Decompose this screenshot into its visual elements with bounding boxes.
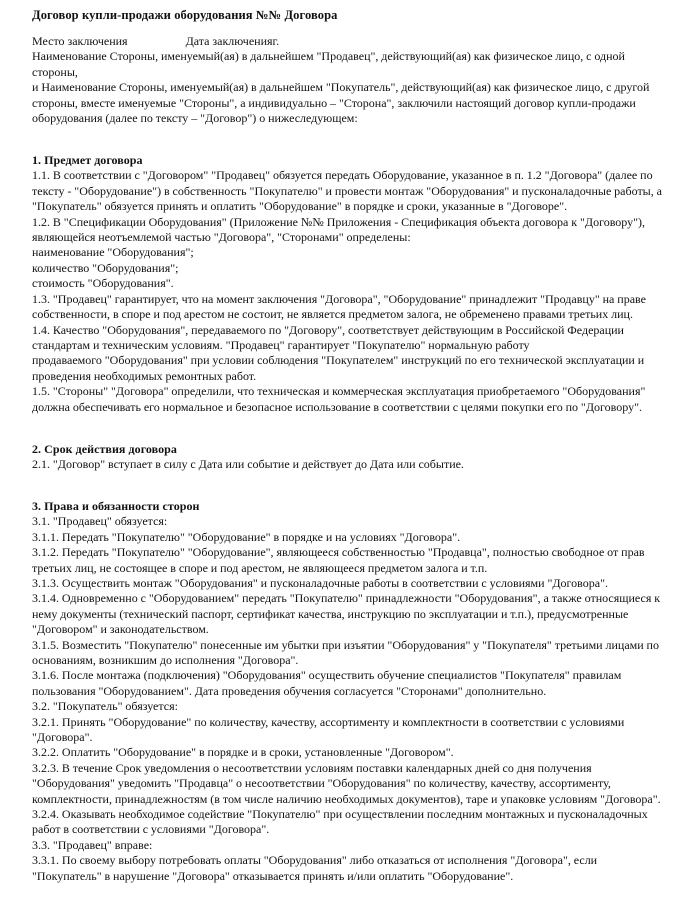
clause-1-2: 1.2. В "Спецификации Оборудования" (Приложение №№ Приложения - Спецификация объекта договора к "Договору"), являющейся неотъемлемой частью "Договора", "Сторонами" определены: [32,214,646,245]
list-item: количество "Оборудования"; [32,260,179,275]
clause-3-3-1: 3.3.1. По своему выбору потребовать оплаты "Оборудования" либо отказаться от исполнения "Договора", если "Покупатель" в нарушение "Договора" отказывается принять и/или оплатить "Оборудование". [32,853,598,883]
clause-3-2: 3.2. "Покупатель" обязуется: [32,699,178,714]
clause-3-1-1: 3.1.1. Передать "Покупателю" "Оборудование" в порядке и на условиях "Договора". [32,529,461,544]
clause-3-1-6: 3.1.6. После монтажа (подключения) "Оборудования" осуществить обучение специалистов "Покупателя" правилам пользования "Оборудованием". Дата проведения обучения согласуется "Сторонами" дополнительно. [32,668,622,698]
clause-3-3: 3.3. "Продавец" вправе: [32,837,153,852]
clause-3-2-3: 3.2.3. В течение Срок уведомления о несоответствии условиям поставки календарных дней со дня получения "Оборудования" уведомить "Продавца" о несоответствии "Оборудования" по количеству, качеству, ассортименту, комплектности, принадлежностям (в том числе наличию необходимых документов), таре и упаковке условиям "Договора". [32,760,661,806]
clause-1-1: 1.1. В соответствии с "Договором" "Продавец" обязуется передать Оборудование, указанное в п. 1.2 "Договора" (далее по тексту - "Оборудование") в собственность "Покупателю" и провести монтаж "Оборудования" и пусконаладочные работы, а "Покупатель" обязуется принять и оплатить "Оборудование" в порядке и сроки, указанные в "Договоре". [32,168,662,214]
clause-3-1-2: 3.1.2. Передать "Покупателю" "Оборудование", являющееся собственностью "Продавца", полностью свободное от прав третьих лиц, не состоящее в споре и под арестом, не являющееся предметом залога и т.п. [32,545,645,575]
clause-3-1-4: 3.1.4. Одновременно с "Оборудованием" передать "Покупателю" принадлежности "Оборудования", а также относящиеся к нему документы (технический паспорт, сертификат качества, инструкцию по эксплуатации и т.п.), предусмотренные "Договором" и законодательством. [32,591,661,637]
clause-3-2-2: 3.2.2. Оплатить "Оборудование" в порядке и в сроки, установленные "Договором". [32,745,454,760]
preamble-line: стороны, вместе именуемые "Стороны", а индивидуально – "Сторона", заключили настоящий договор купли-продажи [32,95,636,110]
place-of-conclusion-label: Место заключения [32,34,128,48]
list-item: наименование "Оборудования"; [32,245,194,260]
clause-3-1-5: 3.1.5. Возместить "Покупателю" понесенные им убытки при изъятии "Оборудования" у "Покупателя" третьими лицами по основаниям, возникшим до исполнения "Договора". [32,637,659,667]
clause-3-2-4: 3.2.4. Оказывать необходимое содействие "Покупателю" при осуществлении последним монтажных и пусконаладочных работ в соответствии с условиями "Договора". [32,807,648,837]
preamble-line: оборудования (далее по тексту – "Договор") о нижеследующем: [32,111,358,126]
section-heading-subject: 1. Предмет договора [32,153,143,168]
preamble-line: и Наименование Стороны, именуемый(ая) в дальнейшем "Покупатель", действующий(ая) как физическое лицо, с другой [32,80,650,95]
preamble-line: Наименование Стороны, именуемый(ая) в дальнейшем "Продавец", действующий(ая) как физическое лицо, с одной стороны, [32,49,625,79]
clause-3-1: 3.1. "Продавец" обязуется: [32,514,168,529]
section-heading-term: 2. Срок действия договора [32,441,177,456]
page-title: Договор купли-продажи оборудования №№ Договора [32,8,338,22]
date-of-conclusion-label: Дата заключенияг. [185,34,280,48]
preamble-place-date-line [32,34,668,49]
clause-3-1-3: 3.1.3. Осуществить монтаж "Оборудования" и пусконаладочные работы в соответствии с условиями "Договора". [32,575,608,590]
clause-1-3: 1.3. "Продавец" гарантирует, что на момент заключения "Договора", "Оборудование" принадлежит "Продавцу" на праве собственности, в споре и под арестом не состоит, не является предметом залога, не обременено правами третьих лиц. [32,291,646,322]
clause-3-2-1: 3.2.1. Принять "Оборудование" по количеству, качеству, ассортименту и комплектности в соответствии с условиями "Договора". [32,714,625,745]
clause-1-4: 1.4. Качество "Оборудования", передаваемого по "Договору", соответствует действующим в Российской Федерации стандартам и техническим условиям. "Продавец" гарантирует "Покупателю" нормальную работу [32,322,624,352]
list-item: стоимость "Оборудования". [32,276,174,291]
clause-1-4-continued: продаваемого "Оборудования" при условии соблюдения "Покупателем" инструкций по его технической эксплуатации и проведения необходимых ремонтных работ. [32,353,645,383]
preamble-block [32,34,668,126]
section-heading-rights-duties: 3. Права и обязанности сторон [32,499,200,514]
clause-1-5: 1.5. "Стороны" "Договора" определили, что техническая и коммерческая эксплуатация приобретаемого "Оборудования" должна обеспечивать его нормальное и безопасное использование в соответствии с целями покупки его по "Договору". [32,384,646,414]
clause-2-1: 2.1. "Договор" вступает в силу с Дата или событие и действует до Дата или событие. [32,456,464,471]
